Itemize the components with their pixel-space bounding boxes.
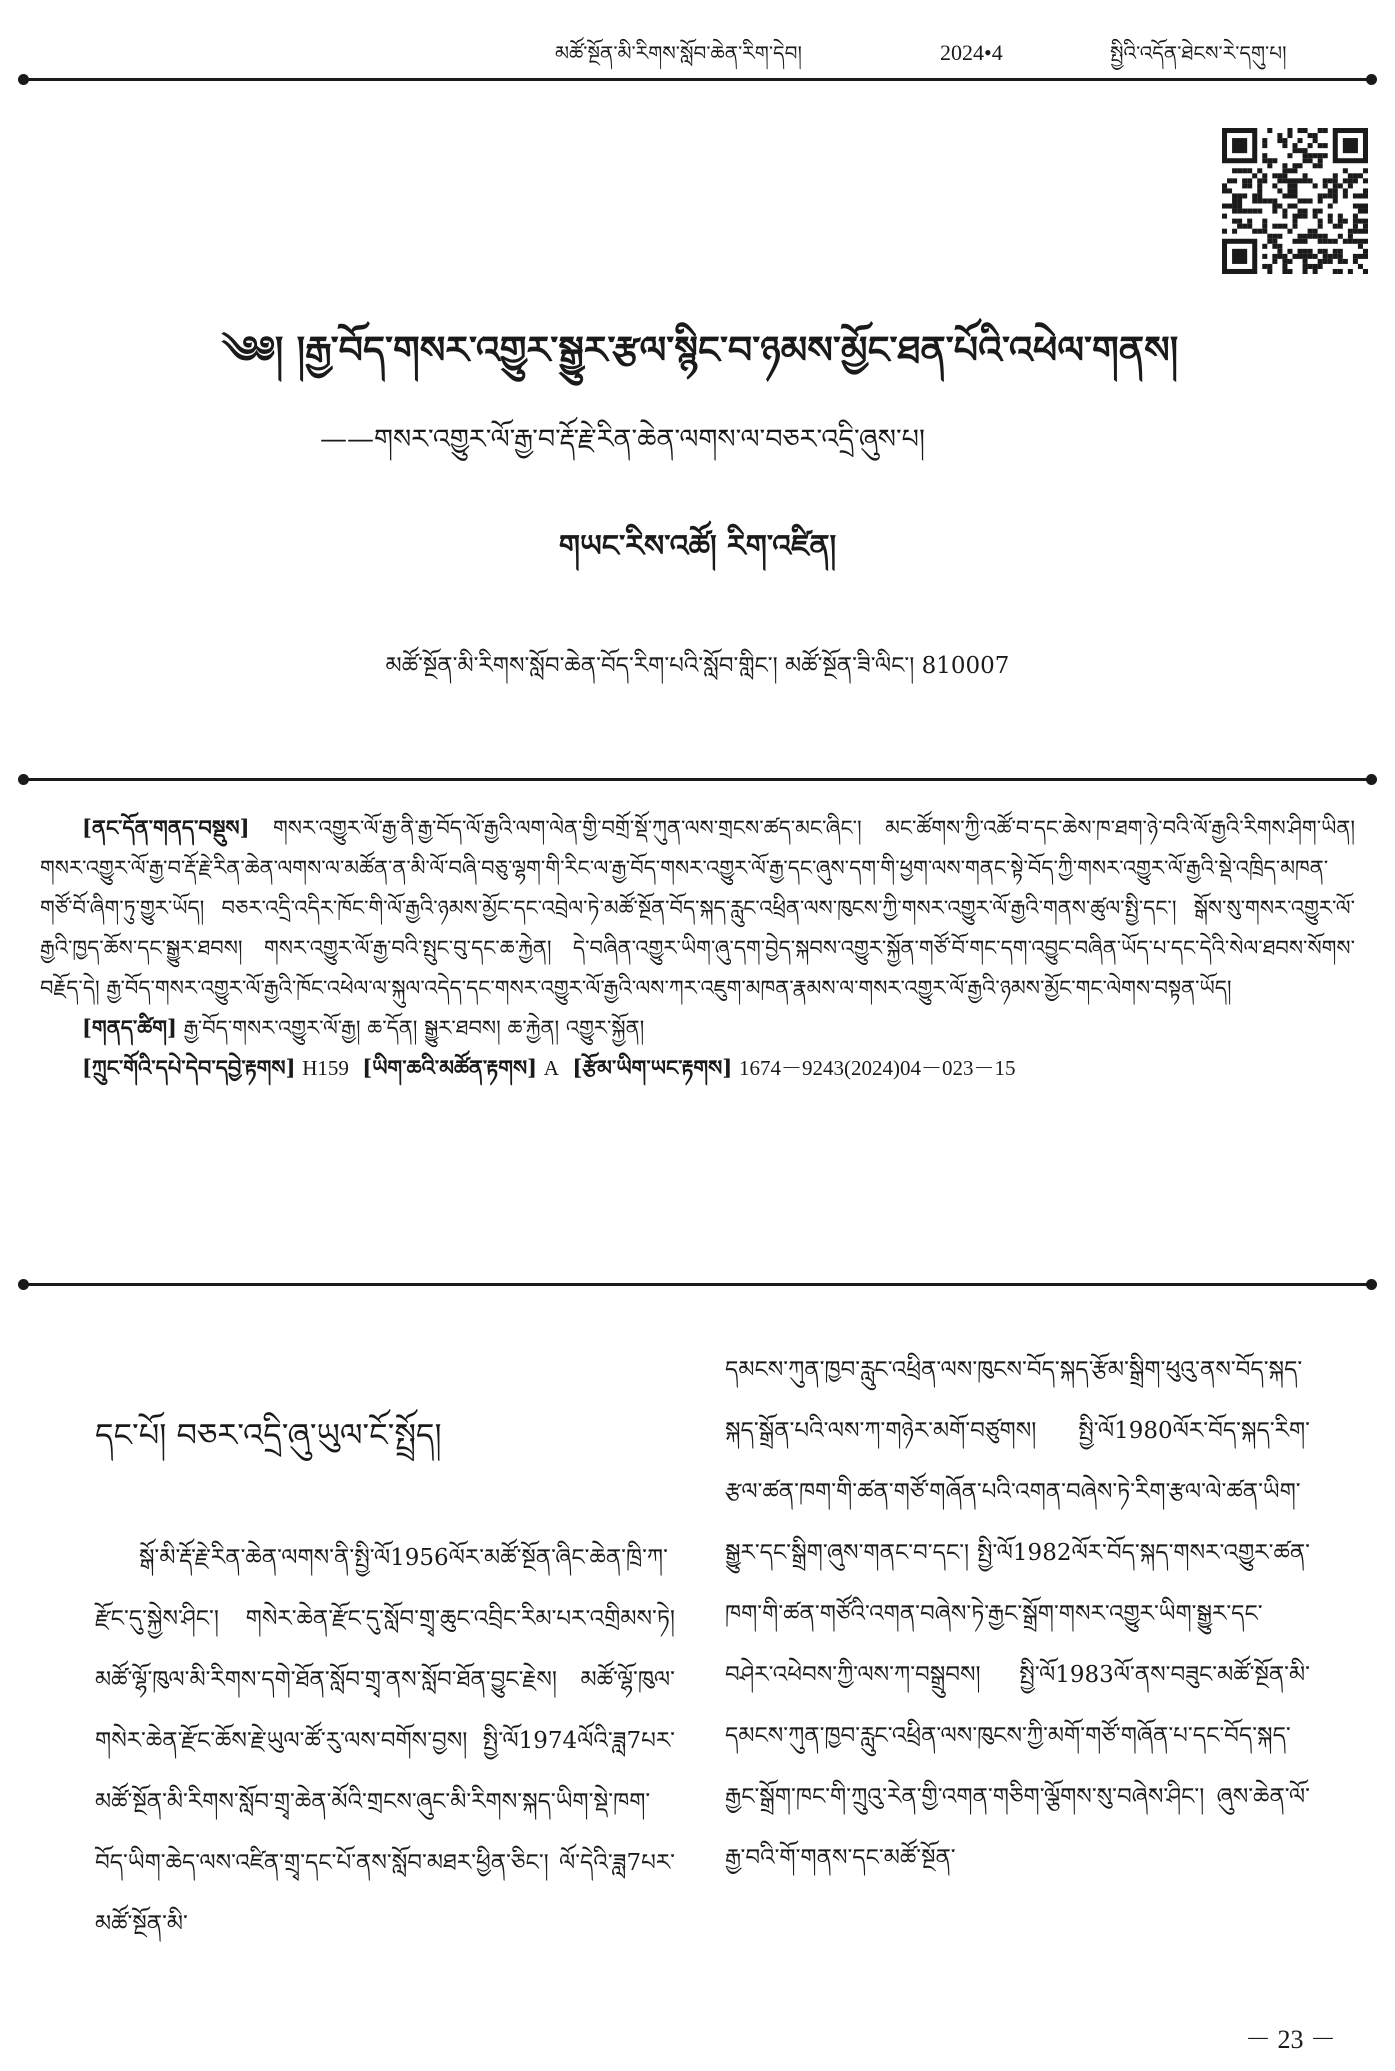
abstract-bottom-rule-dot-right xyxy=(1366,1279,1377,1290)
header-rule-dot-left xyxy=(18,74,29,85)
volume-number: སྤྱིའི་འདོན་ཐེངས་རེ་དགུ་པ། xyxy=(1110,41,1287,65)
body-column-left xyxy=(95,1528,675,1955)
doc-code-label: [ཡིག་ཆའི་མཚོན་རྟགས] xyxy=(362,1055,538,1080)
abstract-label: [ནང་དོན་གནད་བསྡུས] xyxy=(82,815,250,840)
article-id: 1674－9243(2024)04－023－15 xyxy=(738,1056,1016,1080)
body-paragraph: དམངས་ཀུན་ཁྱབ་རླུང་འཕྲིན་ལས་ཁུངས་བོད་སྐད་རྩོམ་སྒྲིག་ཕུའུ་ནས་བོད་སྐད་སྐད་སྒྲོན་པའི་ལས་ཀ་གཉེར་མགོ་བཙུགས། སྤྱི་ལོ1980ལོར་བོད་སྐད་རིག་རྩལ་ཚན་ཁག་གི་ཚན་གཙོ་གཞོན་པའི་འགན་བཞེས་ཏེ་རིག་རྩལ་ལེ་ཚན་ཡིག་སྒྱུར་དང་སྒྲིག་ཞུས་གནང་བ་དང་། སྤྱི་ལོ1982ལོར་བོད་སྐད་གསར་འགྱུར་ཚན་ཁག་གི་ཚན་གཙོའི་འགན་བཞེས་ཏེ་རྒྱང་སྒྲོག་གསར་འགྱུར་ཡིག་སྒྱུར་དང་བཤེར་འཕེབས་ཀྱི་ལས་ཀ་བསྒྲུབས། སྤྱི་ལོ1983ལོ་ནས་བཟུང་མཚོ་སྔོན་མི་དམངས་ཀུན་ཁྱབ་རླུང་འཕྲིན་ལས་ཁུངས་ཀྱི་མགོ་གཙོ་གཞོན་པ་དང་བོད་སྐད་རྒྱང་སྒྲོག་ཁང་གི་ཀྲུའུ་རེན་གྱི་འགན་གཅིག་ལྕོགས་སུ་བཞེས་ཤིང་། ཞུས་ཆེན་ལོ་རྒྱ་བའི་གོ་གནས་དང་མཚོ་སྔོན་ xyxy=(725,1357,1310,1871)
abstract-bottom-rule xyxy=(22,1283,1373,1286)
article-title: ༄༅། །རྒྱ་བོད་གསར་འགྱུར་སྒྱུར་རྩལ་སྙིང་བ་ཉམས་མྱོང་ཐན་པོའི་འཕེལ་གནས། xyxy=(221,327,1179,372)
abstract-top-rule-dot-left xyxy=(18,774,29,785)
section-heading: དང་པོ། བཅར་འདྲི་ཞུ་ཡུལ་ངོ་སྤྲོད། xyxy=(95,1416,442,1454)
classification-line xyxy=(40,1048,1355,1088)
abstract-bottom-rule-dot-left xyxy=(18,1279,29,1290)
qr-code-graphic xyxy=(1222,128,1368,274)
running-header xyxy=(0,28,1395,78)
abstract-paragraph xyxy=(40,808,1355,1008)
article-author: གཡང་རིས་འཚོ། རིག་འཛིན། xyxy=(558,529,837,564)
body-column-right xyxy=(725,1340,1310,1889)
clc-number: H159 xyxy=(302,1056,349,1080)
abstract-top-rule xyxy=(22,778,1373,781)
journal-name: མཚོ་སྔོན་མི་རིགས་སློབ་ཆེན་རིག་དེབ། xyxy=(555,41,802,65)
author-affiliation: མཚོ་སྔོན་མི་རིགས་སློབ་ཆེན་བོད་རིག་པའི་སློབ་གླིང་། མཚོ་སྔོན་ཟི་ལིང་། 810007 xyxy=(385,653,1010,679)
keywords-line xyxy=(40,1008,1355,1048)
abstract-text: གསར་འགྱུར་ལོ་རྒྱ་ནི་རྒྱ་བོད་ལོ་རྒྱའི་ལག་ལེན་གྱི་བགྲོ་སྡོ་ཀུན་ལས་གྲངས་ཚད་མང་ཞིང་། མང་ཚོགས་ཀྱི་འཚོ་བ་དང་ཆེས་ཁ་ཐག་ཉེ་བའི་ལོ་རྒྱའི་རིགས་ཤིག་ཡིན། གསར་འགྱུར་ལོ་རྒྱ་བ་རྡོ་རྗེ་རིན་ཆེན་ལགས་ལ་མཚོན་ན་མི་ལོ་བཞི་བཅུ་ལྷག་གི་རིང་ལ་རྒྱ་བོད་གསར་འགྱུར་ལོ་རྒྱ་དང་ཞུས་དག་གི་ཕྱག་ལས་གནང་སྟེ་བོད་ཀྱི་གསར་འགྱུར་ལོ་རྒྱའི་སྡེ་འཁྲིད་མཁན་གཙོ་བོ་ཞིག་ཏུ་གྱུར་ཡོད། བཅར་འདྲི་འདིར་ཁོང་གི་ལོ་རྒྱའི་ཉམས་མྱོང་དང་འབྲེལ་ཏེ་མཚོ་སྔོན་བོད་སྐད་རླུང་འཕྲིན་ལས་ཁུངས་ཀྱི་གསར་འགྱུར་ལོ་རྒྱའི་གནས་ཚུལ་སྤྱི་དང་། སྒོས་སུ་གསར་འགྱུར་ལོ་རྒྱའི་ཁྱད་ཆོས་དང་སྒྱུར་ཐབས། གསར་འགྱུར་ལོ་རྒྱ་བའི་སྤུང་བུ་དང་ཆ་རྐྱེན། དེ་བཞིན་འགྱུར་ཡིག་ཞུ་དག་བྱེད་སྐབས་འགྱུར་སྐྱོན་གཙོ་བོ་གང་དག་འབྱུང་བཞིན་ཡོད་པ་དང་དེའི་སེལ་ཐབས་སོགས་བརྗོད་དེ། རྒྱ་བོད་གསར་འགྱུར་ལོ་རྒྱའི་ཁོང་འཕེལ་ལ་སྐུལ་འདེད་དང་གསར་འགྱུར་ལོ་རྒྱའི་ལས་ཀར་འཇུག་མཁན་རྣམས་ལ་གསར་འགྱུར་ལོ་རྒྱའི་ཉམས་མྱོང་གང་ལེགས་བསྟན་ཡོད། xyxy=(40,816,1355,1000)
clc-label: [ཀྲུང་གོའི་དཔེ་དེབ་དབྱེ་རྟགས] xyxy=(82,1055,296,1080)
header-rule-dot-right xyxy=(1366,74,1377,85)
abstract-block xyxy=(40,808,1355,1088)
keywords-label: [གནད་ཚིག] xyxy=(82,1015,177,1040)
header-rule xyxy=(22,78,1373,81)
body-paragraph: སྒོ་མི་རྡོ་རྗེ་རིན་ཆེན་ལགས་ནི་སྤྱི་ལོ1956ལོར་མཚོ་སྔོན་ཞིང་ཆེན་ཁྲི་ཀ་རྫོང་དུ་སྐྱེས་ཤིང་། གསེར་ཆེན་རྫོང་དུ་སློབ་གྲྭ་ཆུང་འབྲིང་རིམ་པར་འགྲིམས་ཏེ། མཚོ་ལྷོ་ཁུལ་མི་རིགས་དགེ་ཐོན་སློབ་གྲྭ་ནས་སློབ་ཐོན་བྱུང་རྗེས། མཚོ་ལྷོ་ཁུལ་གསེར་ཆེན་རྫོང་ཆོས་རྗེ་ཡུལ་ཚོ་རུ་ལས་བགོས་བྱས། སྤྱི་ལོ1974ལོའི་ཟླ7པར་མཚོ་སྔོན་མི་རིགས་སློབ་གྲྭ་ཆེན་མོའི་གྲངས་ཞུང་མི་རིགས་སྐད་ཡིག་སྡེ་ཁག་བོད་ཡིག་ཆེད་ལས་འཛིན་གྲྭ་དང་པོ་ནས་སློབ་མཐར་ཕྱིན་ཅིང་། ལོ་དེའི་ཟླ7པར་མཚོ་སྔོན་མི་ xyxy=(95,1545,675,1937)
keywords-text: རྒྱ་བོད་གསར་འགྱུར་ལོ་རྒྱ། ཆ་དོན། སྒྱུར་ཐབས། ཆ་རྐྱེན། འགྱུར་སྐྱོན། xyxy=(183,1016,645,1040)
page-number: － 23 － xyxy=(1245,2025,1337,2054)
article-id-label: [རྩོམ་ཡིག་ཡང་རྟགས] xyxy=(572,1055,733,1080)
abstract-top-rule-dot-right xyxy=(1366,774,1377,785)
issue-number: 2024•4 xyxy=(940,40,1003,65)
qr-code-icon xyxy=(1222,128,1368,274)
doc-code: A xyxy=(543,1056,559,1080)
article-subtitle: ——གསར་འགྱུར་ལོ་རྒྱ་བ་རྡོ་རྗེ་རིན་ཆེན་ལགས་ལ་བཅར་འདྲི་ཞུས་པ། xyxy=(320,424,925,455)
